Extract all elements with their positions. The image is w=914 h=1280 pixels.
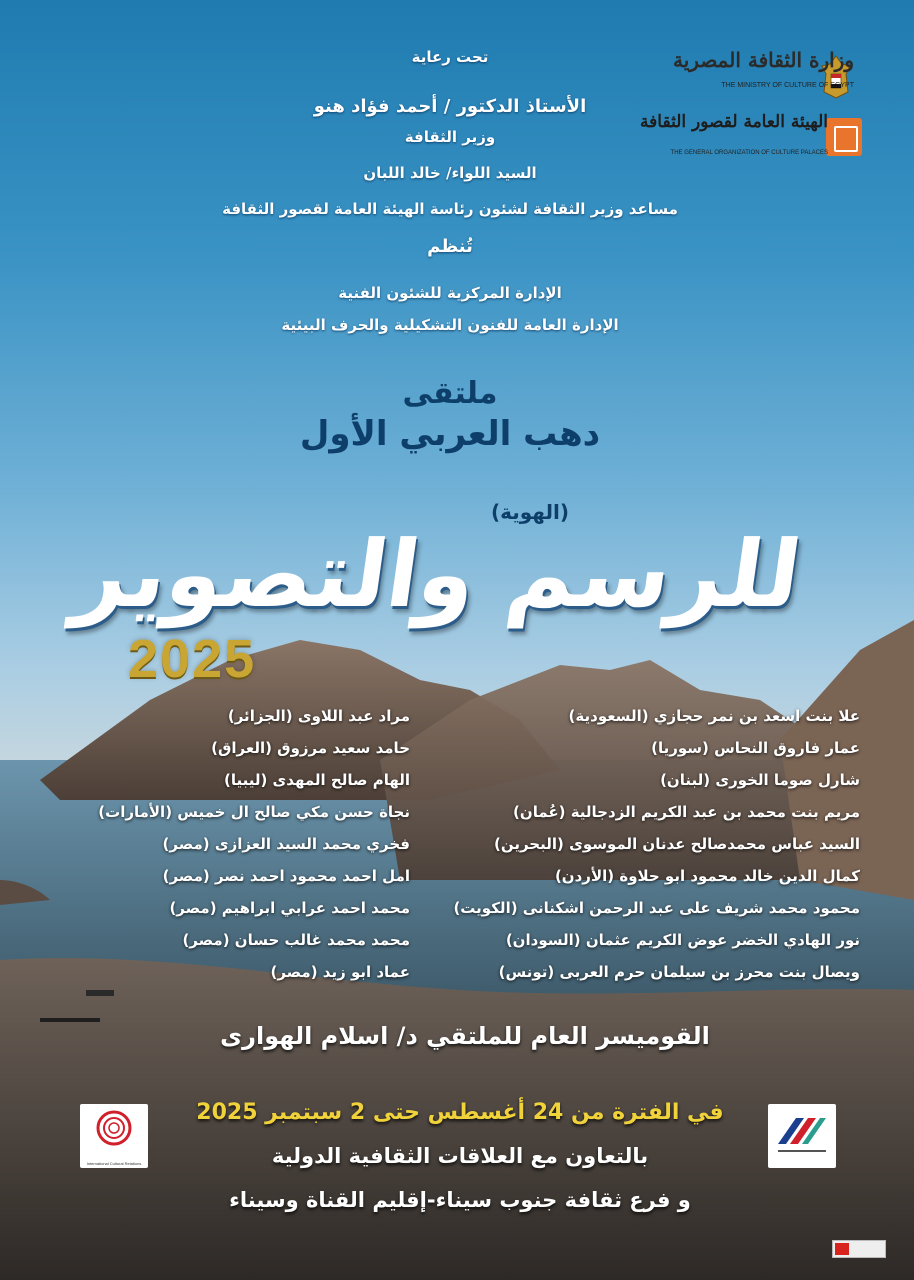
assistant-title: مساعد وزير الثقافة لشئون رئاسة الهيئة العامة لقصور الثقافة	[222, 200, 678, 218]
department-2: الإدارة العامة للفنون التشكيلية والحرف البيئية	[281, 316, 619, 334]
artist-name: ويصال بنت محرز بن سيلمان حرم العربى (تونس)	[498, 963, 860, 981]
minister-name: الأستاذ الدكتور / أحمد فؤاد هنو	[313, 96, 587, 117]
artist-name: شارل صوما الخورى (لبنان)	[660, 771, 860, 789]
artist-name: حامد سعيد مرزوق (العراق)	[211, 739, 410, 757]
title-subtitle: (الهوية)	[490, 500, 570, 524]
department-1: الإدارة المركزية للشئون الفنية	[338, 284, 562, 302]
publisher-stamp	[832, 1240, 886, 1258]
assistant-name: السيد اللواء/ خالد اللبان	[363, 164, 537, 182]
boat	[86, 990, 114, 996]
organizes-label: تُنظم	[427, 236, 473, 257]
artist-name: عماد ابو زيد (مصر)	[270, 963, 410, 981]
title-main: للرسم والتصوير	[67, 521, 808, 628]
artist-name: نور الهادي الخضر عوض الكريم عثمان (السودان)	[505, 931, 860, 949]
artists-list-right	[453, 700, 860, 988]
ministry-name-ar: وزارة الثقافة المصرية	[673, 48, 854, 72]
icr-name-en: International Cultural Relations	[86, 1161, 142, 1166]
title-line-2: دهب العربي الأول	[299, 414, 601, 454]
culture-palaces-name-en: THE GENERAL ORGANIZATION OF CULTURE PALACES	[670, 150, 828, 156]
artist-name: محمد احمد عرابي ابراهيم (مصر)	[169, 899, 410, 917]
artist-name: السيد عباس محمدصالح عدنان الموسوى (البحرين)	[493, 835, 860, 853]
artist-name: محمد محمد غالب حسان (مصر)	[182, 931, 410, 949]
artist-name: عمار فاروق النحاس (سوريا)	[651, 739, 860, 757]
event-dates: في الفترة من 24 أغسطس حتى 2 سبتمبر 2025	[196, 1100, 724, 1125]
culture-palaces-icon	[826, 118, 862, 156]
regional-branch-logo	[768, 1104, 836, 1168]
artist-name: مراد عبد اللاوى (الجزائر)	[227, 707, 410, 725]
culture-palaces-name-ar: الهيئة العامة لقصور الثقافة	[640, 112, 828, 132]
boat-2	[40, 1018, 100, 1022]
artist-name: علا بنت اسعد بن نمر حجازي (السعودية)	[568, 707, 860, 725]
title-line-1: ملتقى	[402, 376, 498, 411]
artist-name: الهام صالح المهدى (ليبيا)	[223, 771, 410, 789]
artist-name: فخري محمد السيد العزازى (مصر)	[162, 835, 410, 853]
artist-name: نجاة حسن مكي صالح ال خميس (الأمارات)	[98, 803, 410, 821]
international-cultural-relations-logo	[80, 1104, 148, 1168]
minister-title: وزير الثقافة	[404, 128, 496, 146]
artist-name: مريم بنت محمد بن عبد الكريم الزدجالية (عُمان)	[513, 803, 860, 821]
commissioner: القوميسر العام للملتقي د/ اسلام الهوارى	[220, 1022, 710, 1050]
cooperation-line-2: و فرع ثقافة جنوب سيناء-إقليم القناة وسيناء	[229, 1188, 691, 1212]
ministry-name-en: THE MINISTRY OF CULTURE OF EGYPT	[721, 82, 854, 89]
cooperation-line-1: بالتعاون مع العلاقات الثقافية الدولية	[271, 1144, 649, 1168]
artist-name: امل احمد محمود احمد نصر (مصر)	[162, 867, 410, 885]
artist-name: كمال الدين خالد محمود ابو حلاوة (الأردن)	[554, 867, 860, 885]
artist-name: محمود محمد شريف على عبد الرحمن اشكنانى (الكويت)	[453, 899, 860, 917]
artists-list-left	[98, 700, 410, 988]
title-year: 2025	[128, 629, 257, 689]
under-patronage: تحت رعاية	[411, 48, 489, 66]
